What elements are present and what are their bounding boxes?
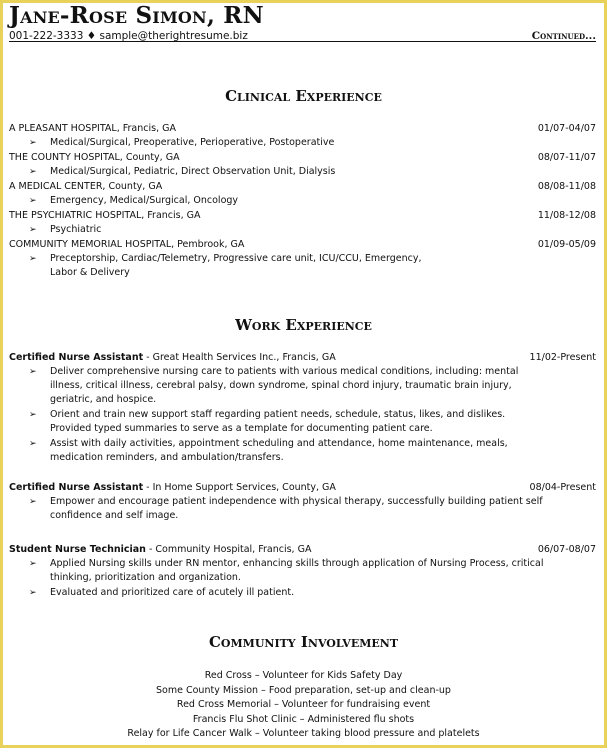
job-bullet: ➢ Orient and train new support staff regarding patient needs, schedule, status, likes, and dislikes. Provided typed summaries to serve as a template for documenting patient care.	[29, 409, 506, 434]
job-title: Student Nurse Technician	[9, 544, 146, 555]
community-item: Red Cross Memorial – Volunteer for fundraising event	[176, 699, 431, 710]
job-title: Certified Nurse Assistant	[9, 482, 144, 493]
community-item: Relay for Life Cancer Walk – Volunteer taking blood pressure and platelets	[127, 728, 480, 739]
clinical-experience-heading: Clinical Experience	[225, 87, 382, 105]
job-bullet: ➢ Evaluated and prioritized care of acutely ill patient.	[29, 587, 295, 598]
clinical-row	[9, 238, 596, 252]
clinical-place: COMMUNITY MEMORIAL HOSPITAL, Pembrook, GA	[9, 239, 245, 250]
community-item: Red Cross – Volunteer for Kids Safety Day	[204, 670, 403, 681]
clinical-row	[9, 151, 596, 165]
work-experience-heading: Work Experience	[235, 316, 372, 334]
job-employer: - In Home Support Services, County, GA	[143, 482, 336, 493]
job-bullet: ➢ Empower and encourage patient independence with physical therapy, successfully building patient self confidence and self image.	[29, 496, 543, 521]
job-dates: 08/04-Present	[529, 482, 596, 493]
clinical-row	[9, 122, 596, 136]
job-header	[9, 543, 596, 557]
arrow-bullet-icon: ➢	[29, 367, 37, 377]
clinical-place: A PLEASANT HOSPITAL, Francis, GA	[9, 123, 176, 134]
clinical-place: A MEDICAL CENTER, County, GA	[9, 181, 163, 192]
clinical-detail: ➢ Psychiatric	[29, 224, 102, 235]
clinical-detail: ➢ Medical/Surgical, Pediatric, Direct Observation Unit, Dialysis	[29, 166, 336, 177]
community-involvement-heading: Community Involvement	[208, 633, 399, 651]
community-item: Francis Flu Shot Clinic – Administered flu shots	[192, 713, 415, 725]
job-header	[9, 481, 596, 495]
job-header	[9, 351, 596, 365]
clinical-place: THE COUNTY HOSPITAL, County, GA	[9, 152, 180, 163]
clinical-dates: 01/07-04/07	[537, 123, 596, 134]
arrow-bullet-icon: ➢	[29, 439, 37, 449]
clinical-detail: ➢ Emergency, Medical/Surgical, Oncology	[29, 195, 239, 206]
job-dates: 06/07-08/07	[537, 544, 596, 555]
clinical-dates: 08/08-11/08	[537, 181, 596, 192]
job-bullet: ➢ Applied Nursing skills under RN mentor, enhancing skills through application of Nursing Process, critical thinking, prioritization and organization.	[29, 558, 544, 583]
job-bullet: ➢ Deliver comprehensive nursing care to patients with various medical conditions, including: mental illness, critical illness, cerebral palsy, down syndrome, spinal chord injury, traumatic brain injury, geriatric, and hospice.	[29, 366, 519, 405]
clinical-place: THE PSYCHIATRIC HOSPITAL, Francis, GA	[9, 210, 201, 221]
arrow-bullet-icon: ➢	[29, 497, 37, 507]
candidate-name: Jane-Rose Simon, RN	[9, 2, 264, 29]
job-employer: - Great Health Services Inc., Francis, GA	[143, 352, 336, 363]
clinical-dates: 11/08-12/08	[537, 210, 596, 221]
community-item: Some County Mission – Food preparation, set-up and clean-up	[156, 684, 451, 696]
arrow-bullet-icon: ➢	[29, 138, 37, 148]
job-title: Certified Nurse Assistant	[9, 352, 144, 363]
job-bullet: ➢ Assist with daily activities, appointment scheduling and attendance, home maintenance, meals, medication reminders, and ambulation/transfers.	[29, 438, 508, 463]
clinical-row	[9, 209, 596, 223]
clinical-detail: ➢ Preceptorship, Cardiac/Telemetry, Progressive care unit, ICU/CCU, Emergency, Labor & Delivery	[29, 253, 422, 278]
continued-label: Continued...	[531, 30, 596, 42]
arrow-bullet-icon: ➢	[29, 588, 37, 598]
clinical-dates: 08/07-11/07	[537, 152, 596, 163]
clinical-row	[9, 180, 596, 194]
arrow-bullet-icon: ➢	[29, 410, 37, 420]
clinical-detail: ➢ Medical/Surgical, Preoperative, Perioperative, Postoperative	[29, 137, 335, 148]
clinical-dates: 01/09-05/09	[537, 239, 596, 250]
job-employer: - Community Hospital, Francis, GA	[145, 544, 312, 555]
arrow-bullet-icon: ➢	[29, 167, 37, 177]
arrow-bullet-icon: ➢	[29, 196, 37, 206]
resume-header	[9, 3, 596, 43]
arrow-bullet-icon: ➢	[29, 225, 37, 235]
arrow-bullet-icon: ➢	[29, 559, 37, 569]
job-dates: 11/02-Present	[529, 352, 596, 363]
header-divider	[9, 41, 596, 42]
arrow-bullet-icon: ➢	[29, 254, 37, 264]
contact-info: 001-222-3333 ♦ sample@therightresume.biz	[9, 30, 248, 42]
community-list	[3, 669, 604, 742]
